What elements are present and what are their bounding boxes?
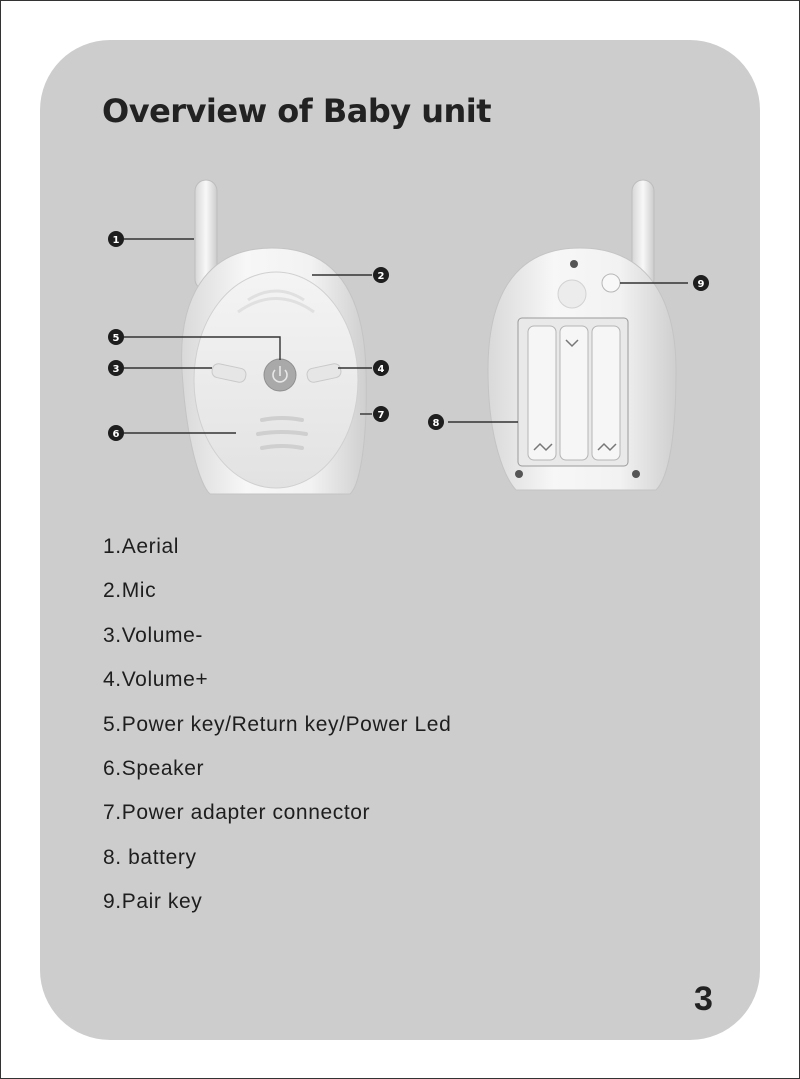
part-mic: 2.Mic — [103, 579, 157, 603]
svg-text:4: 4 — [377, 364, 385, 375]
back-unit — [488, 180, 676, 490]
parts-list — [103, 532, 451, 932]
part-pair-key: 9.Pair key — [103, 890, 203, 914]
part-speaker: 6.Speaker — [103, 756, 205, 780]
screw-hole-top — [570, 260, 578, 268]
page-number: 3 — [694, 980, 713, 1018]
svg-text:2: 2 — [377, 271, 385, 282]
svg-text:1: 1 — [112, 235, 120, 246]
baby-unit-illustration — [0, 0, 800, 520]
callout-7 — [373, 406, 389, 422]
svg-text:5: 5 — [112, 333, 120, 344]
svg-text:7: 7 — [377, 410, 385, 421]
callout-9 — [693, 275, 709, 291]
part-power-adapter: 7.Power adapter connector — [103, 801, 371, 825]
callout-3 — [108, 360, 124, 376]
page-title: Overview of Baby unit — [102, 92, 492, 130]
callout-5 — [108, 329, 124, 345]
screw-bottom-left — [515, 470, 523, 478]
svg-text:3: 3 — [112, 364, 120, 375]
svg-text:9: 9 — [697, 279, 705, 290]
callout-8 — [428, 414, 444, 430]
screw-bottom-right — [632, 470, 640, 478]
callout-4 — [373, 360, 389, 376]
part-aerial: 1.Aerial — [103, 535, 180, 558]
svg-text:8: 8 — [432, 418, 440, 429]
part-volume-plus: 4.Volume+ — [103, 668, 209, 692]
pair-key — [602, 274, 620, 292]
part-volume-minus: 3.Volume- — [103, 623, 203, 647]
part-battery: 8. battery — [103, 845, 197, 869]
svg-text:6: 6 — [112, 429, 120, 440]
callout-1 — [108, 231, 124, 247]
callout-2 — [373, 267, 389, 283]
part-power-key: 5.Power key/Return key/Power Led — [103, 712, 452, 736]
clip-boss — [558, 280, 586, 308]
callout-6 — [108, 425, 124, 441]
